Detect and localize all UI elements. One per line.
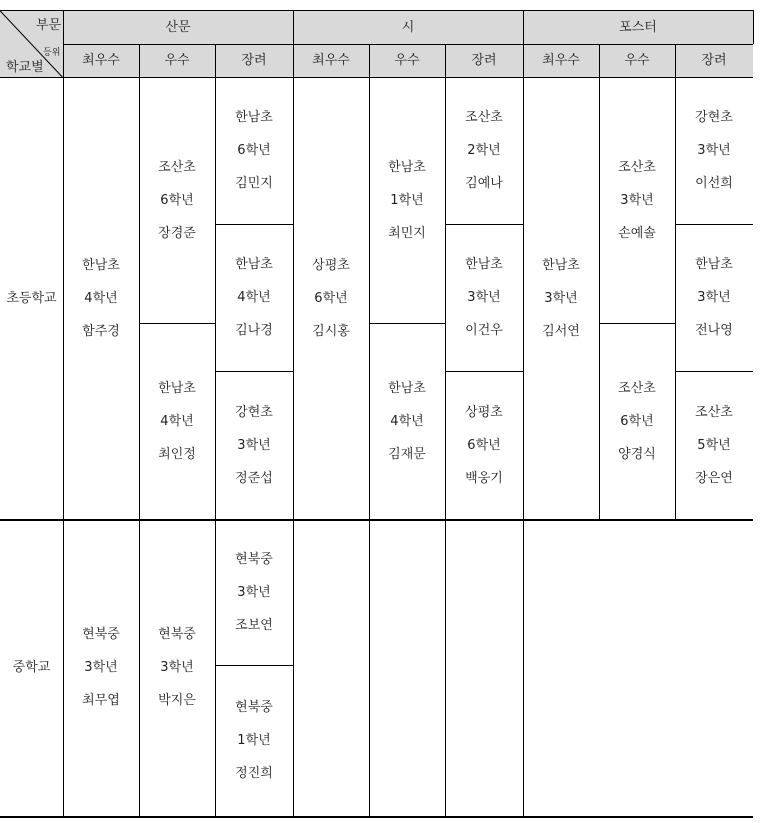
cell-divider bbox=[215, 665, 293, 666]
division-header-1: 산문 bbox=[165, 20, 191, 35]
award-entry: 양경식 bbox=[618, 446, 656, 462]
award-entry: 장은연 bbox=[695, 470, 733, 486]
award-entry: 이건우 bbox=[465, 323, 503, 338]
award-entry: 백웅기 bbox=[465, 470, 503, 486]
award-entry: 6학년 bbox=[160, 192, 194, 208]
corner-division-label: 부문 bbox=[36, 18, 62, 33]
award-entry: 손예솔 bbox=[618, 225, 656, 241]
award-entry: 한남초 bbox=[388, 159, 426, 175]
award-entry: 최무엽 bbox=[82, 693, 120, 708]
header-vline bbox=[753, 10, 754, 44]
award-entry: 김시홍 bbox=[312, 323, 350, 339]
bottom-border bbox=[0, 816, 753, 818]
header-bottom-border bbox=[0, 77, 753, 78]
award-entry: 정진희 bbox=[235, 766, 273, 781]
corner-school-label: 학교별 bbox=[6, 60, 44, 75]
award-entry: 4학년 bbox=[160, 413, 194, 429]
grade-header-4: 최우수 bbox=[312, 53, 350, 68]
cell-divider bbox=[369, 323, 445, 324]
award-entry: 한남초 bbox=[235, 257, 273, 272]
award-entry: 3학년 bbox=[620, 192, 654, 208]
award-entry: 3학년 bbox=[544, 290, 578, 306]
grade-header-9: 장려 bbox=[701, 53, 727, 68]
cell-divider bbox=[675, 224, 753, 225]
school-level-label: 초등학교 bbox=[6, 290, 57, 306]
award-entry: 강현초 bbox=[695, 110, 733, 125]
cell-divider bbox=[675, 371, 753, 372]
grade-header-6: 장려 bbox=[471, 53, 497, 68]
award-entry: 3학년 bbox=[160, 660, 194, 675]
award-entry: 조산초 bbox=[465, 110, 503, 125]
award-entry: 3학년 bbox=[237, 584, 271, 600]
award-entry: 조보연 bbox=[235, 617, 273, 633]
award-entry: 김재문 bbox=[388, 446, 426, 462]
award-entry: 3학년 bbox=[467, 290, 501, 305]
award-entry: 6학년 bbox=[237, 143, 271, 158]
award-entry: 박지은 bbox=[158, 693, 196, 708]
award-entry: 김민지 bbox=[235, 176, 273, 191]
award-entry: 3학년 bbox=[697, 143, 731, 158]
grade-header-5: 우수 bbox=[394, 53, 420, 68]
award-entry: 3학년 bbox=[84, 660, 118, 675]
award-entry: 최인정 bbox=[158, 446, 196, 462]
body-vline bbox=[293, 77, 294, 816]
award-entry: 김예나 bbox=[465, 176, 503, 191]
cell-divider bbox=[445, 371, 523, 372]
award-entry: 강현초 bbox=[235, 404, 273, 420]
award-entry: 3학년 bbox=[697, 290, 731, 305]
award-entry: 4학년 bbox=[84, 290, 118, 306]
award-entry: 한남초 bbox=[82, 257, 120, 273]
award-entry: 정준섭 bbox=[235, 470, 273, 486]
award-entry: 한남초 bbox=[695, 257, 733, 272]
award-entry: 최민지 bbox=[388, 225, 426, 241]
division-header-2: 시 bbox=[401, 20, 415, 35]
award-entry: 현북중 bbox=[158, 627, 196, 642]
award-entry: 한남초 bbox=[235, 110, 273, 125]
award-entry: 5학년 bbox=[697, 437, 731, 453]
award-entry: 이선희 bbox=[695, 176, 733, 191]
award-entry: 6학년 bbox=[314, 290, 348, 306]
award-entry: 현북중 bbox=[235, 700, 273, 715]
award-entry: 6학년 bbox=[467, 437, 501, 453]
award-entry: 장경준 bbox=[158, 225, 196, 241]
award-entry: 현북중 bbox=[82, 627, 120, 642]
school-level-label: 중학교 bbox=[12, 660, 51, 675]
award-entry: 1학년 bbox=[237, 733, 271, 748]
award-entry: 상평초 bbox=[465, 404, 503, 420]
division-header-3: 포스터 bbox=[619, 20, 657, 35]
award-entry: 상평초 bbox=[312, 257, 350, 273]
award-entry: 1학년 bbox=[390, 192, 424, 208]
grade-header-8: 우수 bbox=[624, 53, 650, 68]
award-entry: 2학년 bbox=[467, 143, 501, 158]
award-entry: 함주경 bbox=[82, 323, 120, 339]
award-entry: 한남초 bbox=[465, 257, 503, 272]
award-entry: 조산초 bbox=[158, 159, 196, 175]
award-entry: 3학년 bbox=[237, 437, 271, 453]
cell-divider bbox=[215, 371, 293, 372]
cell-divider bbox=[215, 224, 293, 225]
award-entry: 김서연 bbox=[542, 323, 580, 339]
award-entry: 한남초 bbox=[542, 257, 580, 273]
grade-header-7: 최우수 bbox=[542, 53, 580, 68]
grade-header-3: 장려 bbox=[241, 53, 267, 68]
award-entry: 4학년 bbox=[390, 413, 424, 429]
award-entry: 김나경 bbox=[235, 323, 273, 338]
award-entry: 현북중 bbox=[235, 551, 273, 567]
award-entry: 조산초 bbox=[618, 159, 656, 175]
row-divider bbox=[0, 519, 753, 521]
award-entry: 조산초 bbox=[618, 380, 656, 396]
cell-divider bbox=[139, 323, 215, 324]
award-entry: 조산초 bbox=[695, 404, 733, 420]
award-entry: 전나영 bbox=[695, 323, 733, 338]
body-vline bbox=[523, 77, 524, 816]
award-entry: 6학년 bbox=[620, 413, 654, 429]
cell-divider bbox=[599, 323, 675, 324]
grade-header-2: 우수 bbox=[164, 53, 190, 68]
award-entry: 한남초 bbox=[388, 380, 426, 396]
grade-header-1: 최우수 bbox=[82, 53, 120, 68]
corner-grade-label: 등위 bbox=[43, 48, 61, 58]
cell-divider bbox=[445, 224, 523, 225]
award-entry: 4학년 bbox=[237, 290, 271, 305]
award-entry: 한남초 bbox=[158, 380, 196, 396]
